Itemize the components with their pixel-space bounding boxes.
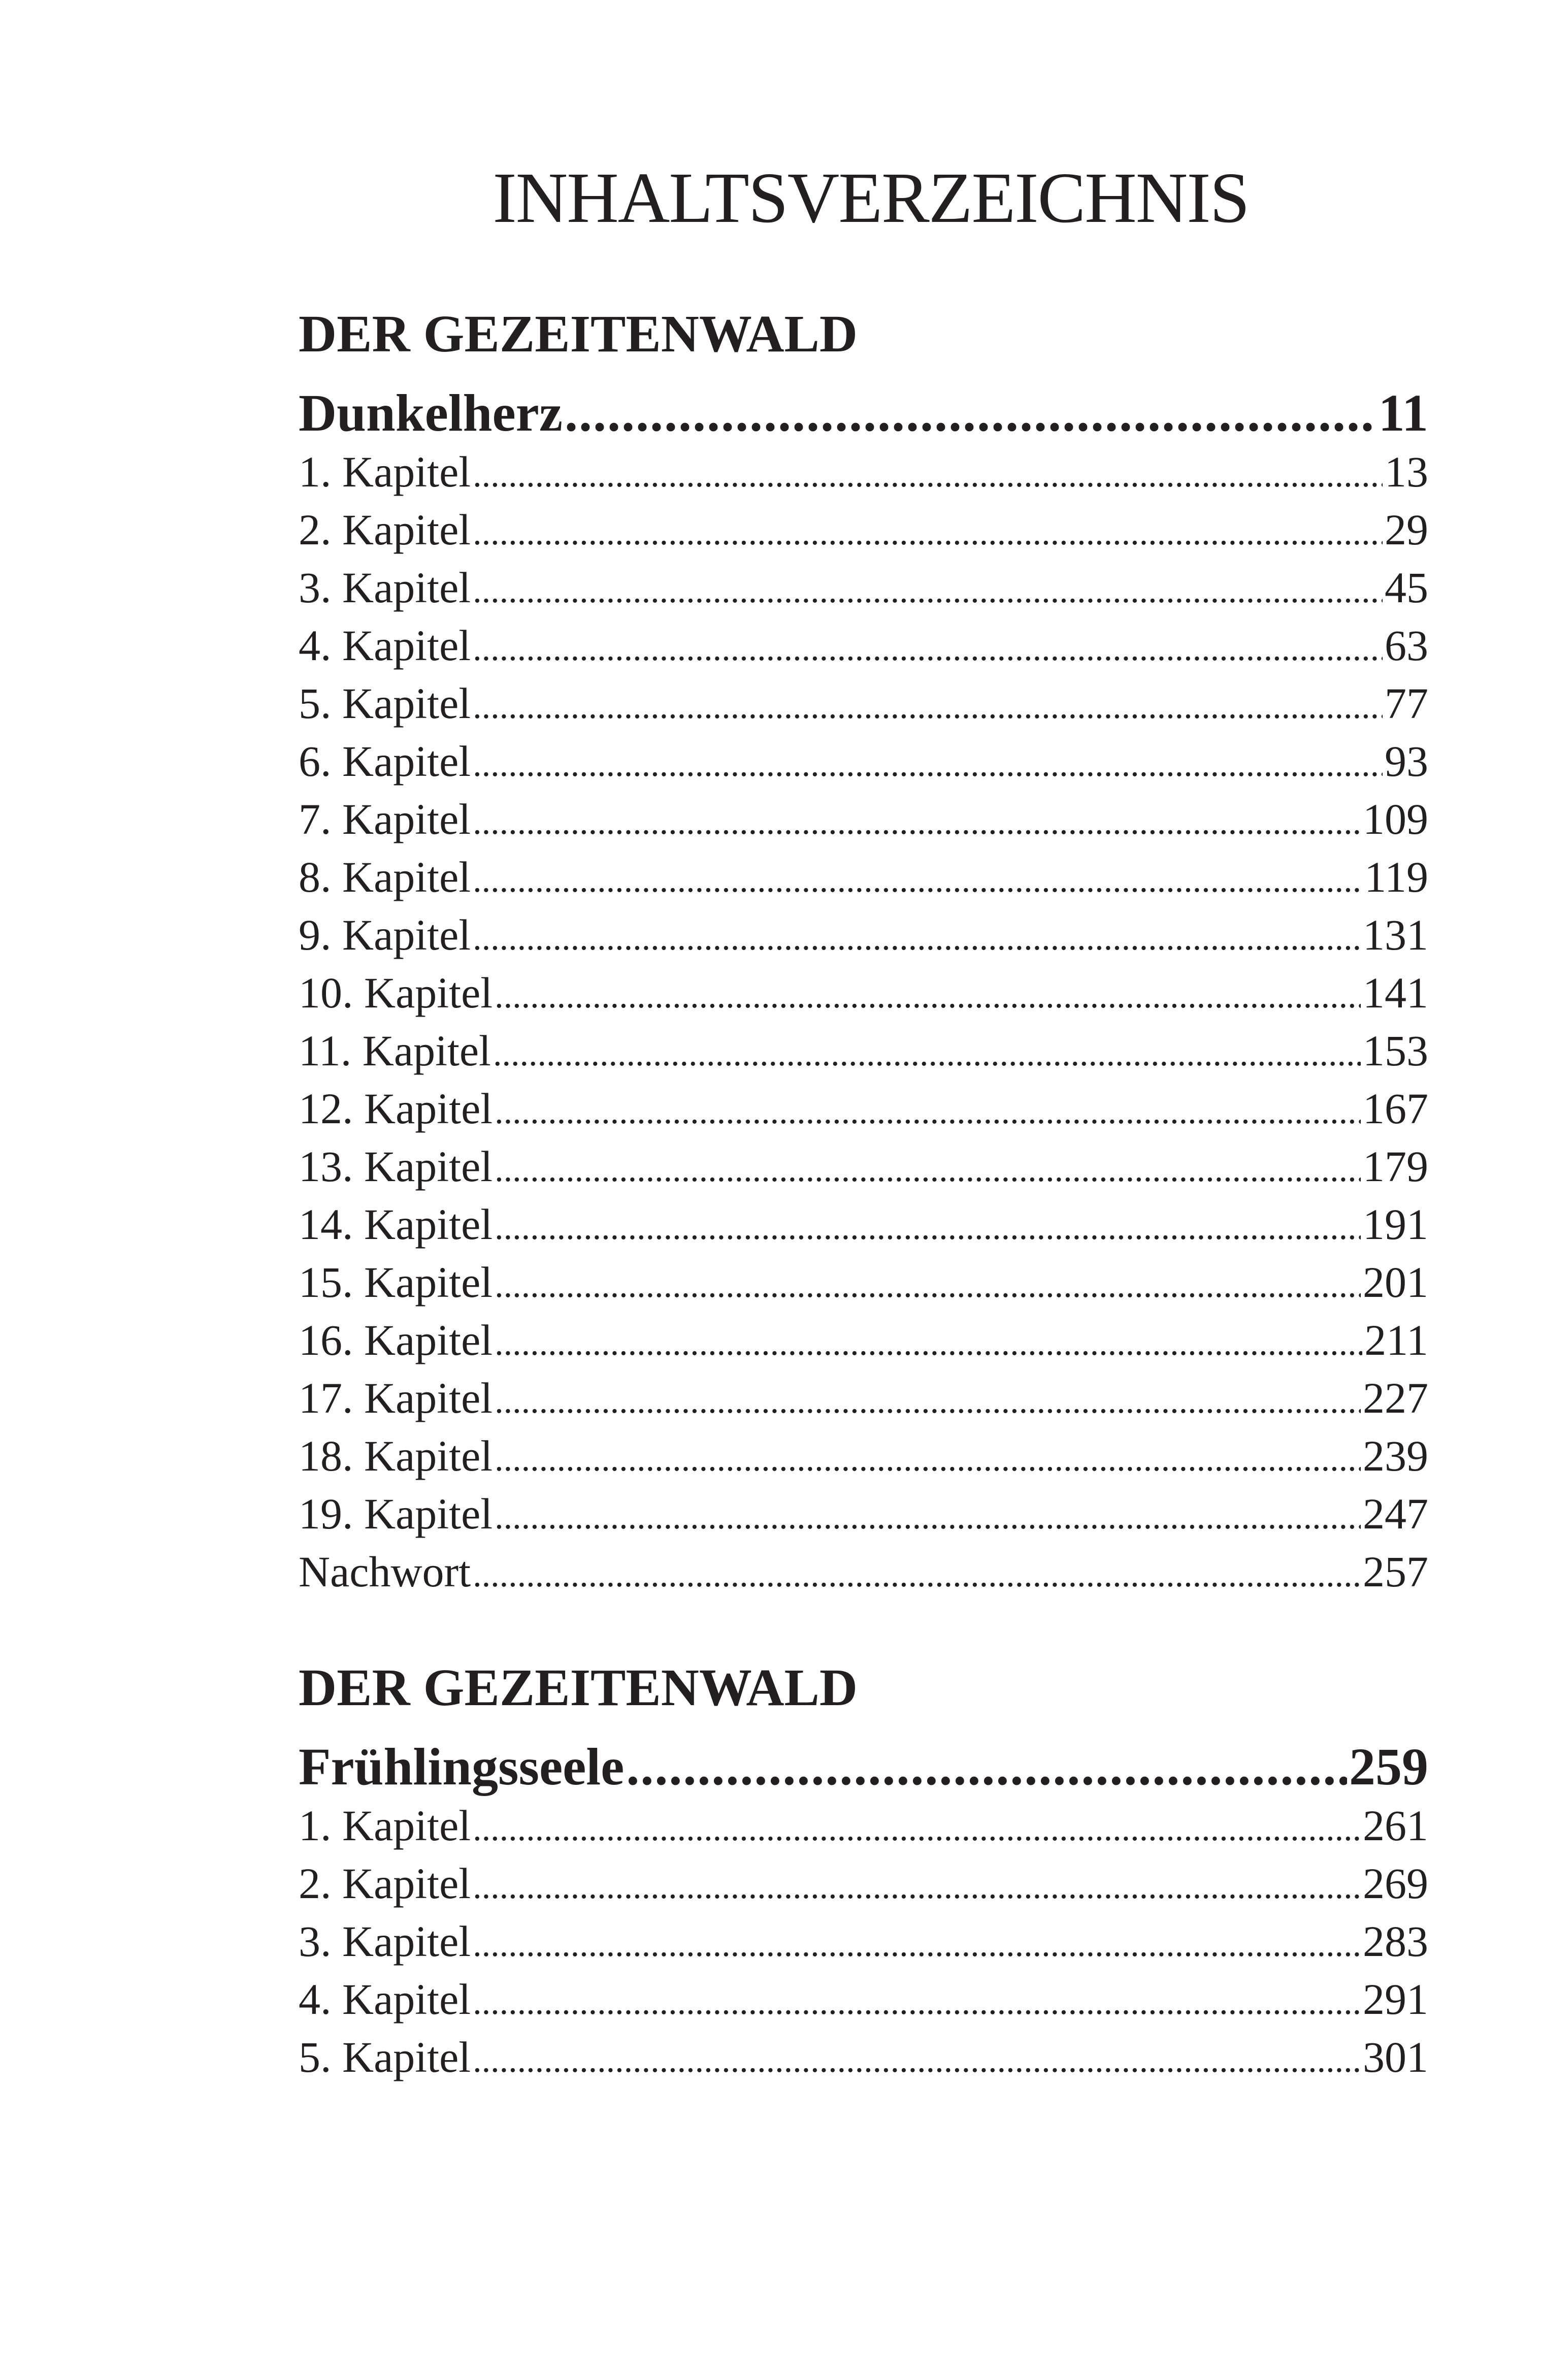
- page-number: 109: [1363, 795, 1428, 843]
- dot-leader: [495, 1152, 1361, 1188]
- page-number: 259: [1349, 1738, 1428, 1796]
- part-heading: DER GEZEITENWALD: [299, 305, 858, 363]
- page-number: 153: [1363, 1026, 1428, 1075]
- entry-label: 7. Kapitel: [299, 795, 471, 843]
- entry-label: 2. Kapitel: [299, 505, 471, 554]
- toc-entry[interactable]: [299, 563, 1428, 621]
- dot-leader: [495, 1499, 1361, 1535]
- toc-entry[interactable]: [299, 1026, 1428, 1084]
- dot-leader: [473, 1811, 1361, 1847]
- dot-leader: [473, 921, 1361, 956]
- dot-leader: [495, 1094, 1361, 1130]
- toc-section-1: [299, 305, 1428, 1605]
- page-number: 167: [1363, 1084, 1428, 1133]
- entry-label: 17. Kapitel: [299, 1374, 493, 1422]
- dot-leader: [495, 1442, 1361, 1477]
- toc-entry[interactable]: [299, 1084, 1428, 1142]
- toc-entry[interactable]: [299, 852, 1428, 910]
- toc-entry[interactable]: [299, 1801, 1428, 1859]
- entry-label: 8. Kapitel: [299, 853, 471, 901]
- dot-leader: [493, 1036, 1361, 1072]
- page-number: 191: [1363, 1200, 1428, 1249]
- dot-leader: [473, 689, 1383, 725]
- toc-entry[interactable]: [299, 1315, 1428, 1373]
- entry-label: 6. Kapitel: [299, 737, 471, 786]
- dot-leader: [473, 458, 1383, 493]
- page-number: 119: [1364, 853, 1428, 901]
- toc-entry[interactable]: [299, 1257, 1428, 1315]
- entry-label: 11. Kapitel: [299, 1026, 491, 1075]
- dot-leader: [565, 387, 1376, 440]
- dot-leader: [473, 2043, 1361, 2078]
- page-number: 63: [1385, 621, 1428, 670]
- toc-entry[interactable]: [299, 1199, 1428, 1257]
- page-number: 269: [1363, 1859, 1428, 1908]
- toc-entry[interactable]: [299, 678, 1428, 736]
- toc-entry[interactable]: [299, 1859, 1428, 1916]
- toc-entry[interactable]: [299, 505, 1428, 563]
- dot-leader: [473, 1869, 1361, 1905]
- toc-book-entry[interactable]: [299, 1719, 1428, 1801]
- dot-leader: [495, 1268, 1361, 1303]
- dot-leader: [473, 515, 1383, 551]
- entry-label: 2. Kapitel: [299, 1859, 471, 1908]
- dot-leader: [473, 631, 1383, 667]
- page-number: 45: [1385, 563, 1428, 612]
- page-number: 77: [1385, 679, 1428, 728]
- toc-entry[interactable]: [299, 2032, 1428, 2090]
- book-title: Dunkelherz: [299, 384, 563, 442]
- page-number: 257: [1363, 1547, 1428, 1596]
- toc-entry[interactable]: [299, 621, 1428, 678]
- dot-leader: [495, 1326, 1362, 1361]
- page-number: 13: [1385, 447, 1428, 496]
- entry-label: 14. Kapitel: [299, 1200, 493, 1249]
- page-number: 291: [1363, 1975, 1428, 2024]
- toc-book-entry[interactable]: [299, 366, 1428, 447]
- entry-label: 12. Kapitel: [299, 1084, 493, 1133]
- entry-label: 9. Kapitel: [299, 910, 471, 959]
- dot-leader: [495, 1384, 1361, 1419]
- dot-leader: [473, 1985, 1361, 2020]
- book-title: Frühlingsseele: [299, 1738, 625, 1796]
- toc-entry[interactable]: [299, 1373, 1428, 1431]
- page-number: 201: [1363, 1258, 1428, 1307]
- toc-entry[interactable]: [299, 910, 1428, 968]
- page-number: 211: [1364, 1316, 1428, 1364]
- page-number: 141: [1363, 968, 1428, 1017]
- page-number: 247: [1363, 1489, 1428, 1538]
- entry-label: Nachwort: [299, 1547, 471, 1596]
- part-heading: DER GEZEITENWALD: [299, 1658, 858, 1717]
- dot-leader: [495, 1210, 1361, 1246]
- toc-entry[interactable]: [299, 794, 1428, 852]
- page-number: 301: [1363, 2033, 1428, 2081]
- dot-leader: [473, 1927, 1361, 1963]
- dot-leader: [495, 979, 1361, 1014]
- dot-leader: [626, 1741, 1347, 1794]
- toc-entry[interactable]: [299, 1916, 1428, 1974]
- page-number: 179: [1363, 1142, 1428, 1191]
- entry-label: 15. Kapitel: [299, 1258, 493, 1307]
- entry-label: 1. Kapitel: [299, 1801, 471, 1850]
- page-number: 11: [1378, 384, 1428, 442]
- entry-label: 16. Kapitel: [299, 1316, 493, 1364]
- page-number: 29: [1385, 505, 1428, 554]
- page-number: 283: [1363, 1917, 1428, 1966]
- toc-entry[interactable]: [299, 736, 1428, 794]
- entry-label: 18. Kapitel: [299, 1431, 493, 1480]
- entry-label: 10. Kapitel: [299, 968, 493, 1017]
- dot-leader: [473, 805, 1361, 840]
- entry-label: 4. Kapitel: [299, 1975, 471, 2024]
- page-number: 239: [1363, 1431, 1428, 1480]
- page-number: 261: [1363, 1801, 1428, 1850]
- toc-entry[interactable]: [299, 1431, 1428, 1489]
- entry-label: 3. Kapitel: [299, 1917, 471, 1966]
- toc-entry[interactable]: [299, 1974, 1428, 2032]
- dot-leader: [473, 1557, 1361, 1593]
- entry-label: 1. Kapitel: [299, 447, 471, 496]
- dot-leader: [473, 747, 1383, 783]
- toc-section-2: [299, 1658, 1428, 2090]
- entry-label: 4. Kapitel: [299, 621, 471, 670]
- dot-leader: [473, 863, 1362, 898]
- page-number: 227: [1363, 1374, 1428, 1422]
- toc-entry[interactable]: [299, 447, 1428, 505]
- page-number: 131: [1363, 910, 1428, 959]
- entry-label: 3. Kapitel: [299, 563, 471, 612]
- page-title: INHALTSVERZEICHNIS: [493, 157, 1249, 238]
- entry-label: 5. Kapitel: [299, 2033, 471, 2081]
- entry-label: 13. Kapitel: [299, 1142, 493, 1191]
- entry-label: 5. Kapitel: [299, 679, 471, 728]
- toc-entry[interactable]: [299, 1142, 1428, 1199]
- dot-leader: [473, 573, 1383, 609]
- page-number: 93: [1385, 737, 1428, 786]
- toc-entry[interactable]: [299, 1489, 1428, 1547]
- toc-entry[interactable]: [299, 1547, 1428, 1605]
- entry-label: 19. Kapitel: [299, 1489, 493, 1538]
- toc-entry[interactable]: [299, 968, 1428, 1026]
